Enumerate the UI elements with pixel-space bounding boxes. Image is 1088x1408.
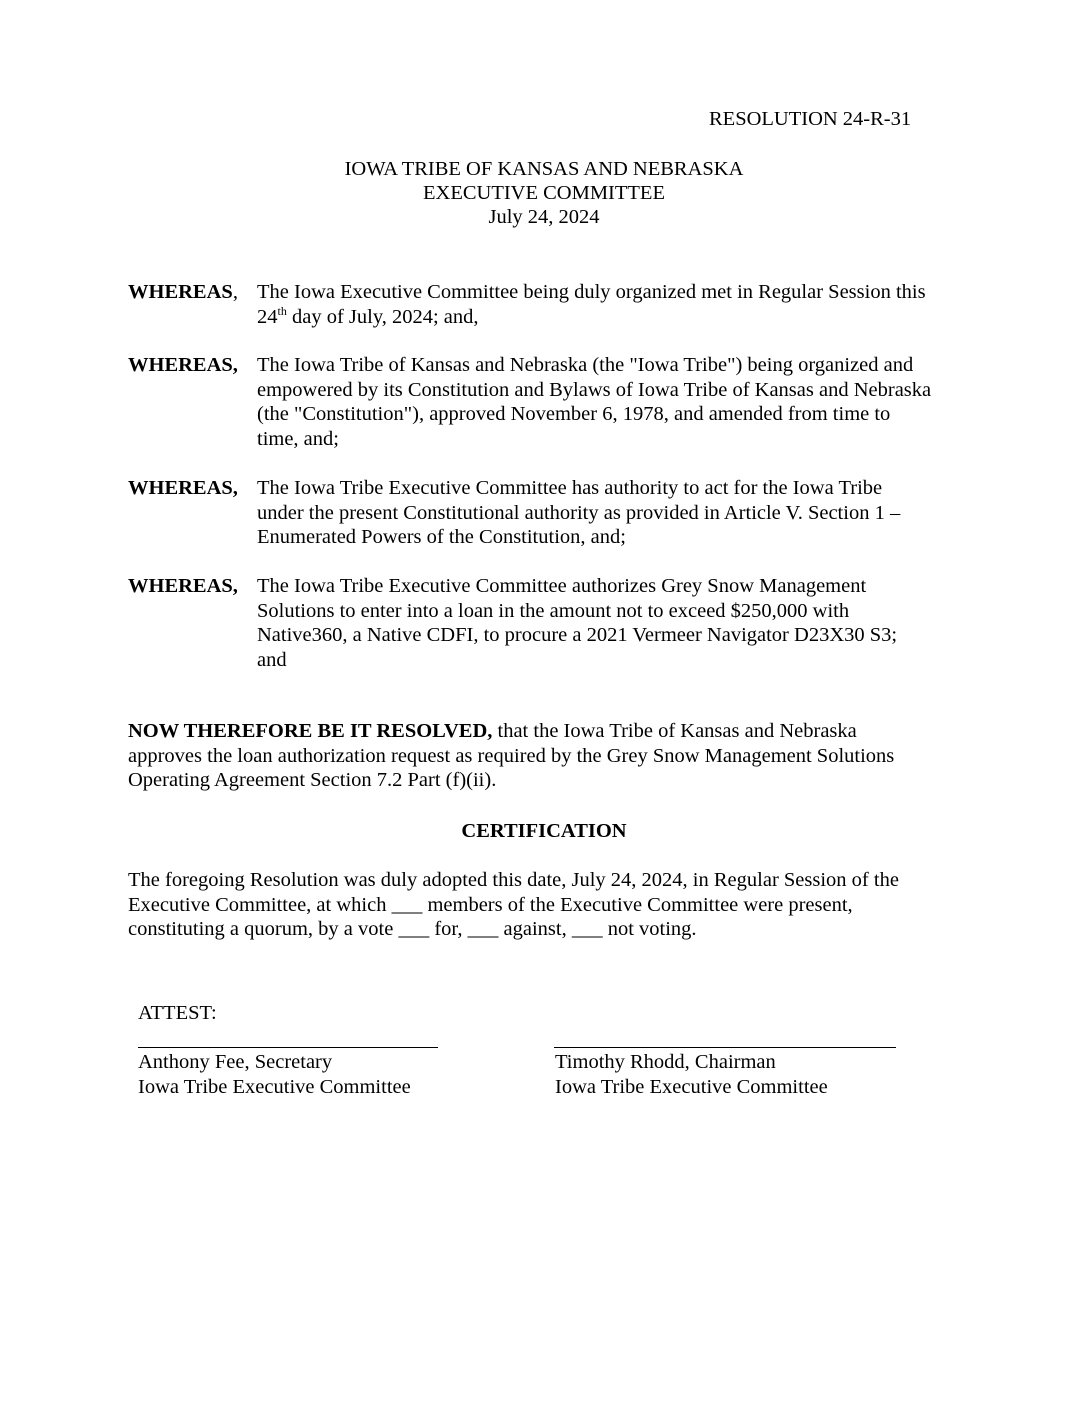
header-tribe-name: IOWA TRIBE OF KANSAS AND NEBRASKA — [344, 158, 744, 180]
resolved-clause: NOW THEREFORE BE IT RESOLVED, that the Iowa Tribe of Kansas and Nebraska approves the loan authorization request as required by the Grey Snow Management Solutions Operating Agreement Section 7.2 Part (f)(ii). — [128, 720, 895, 791]
header-committee: EXECUTIVE COMMITTEE — [423, 182, 665, 204]
signature-line-chairman — [554, 1047, 896, 1048]
signatory-chairman-org: Iowa Tribe Executive Committee — [555, 1076, 828, 1098]
signatory-secretary-org: Iowa Tribe Executive Committee — [138, 1076, 411, 1098]
certification-title: CERTIFICATION — [461, 820, 627, 842]
signatory-chairman-name: Timothy Rhodd, Chairman — [555, 1051, 776, 1073]
whereas-label: WHEREAS, — [128, 354, 238, 376]
resolution-number: RESOLUTION 24-R-31 — [709, 108, 912, 130]
signatory-secretary-name: Anthony Fee, Secretary — [138, 1051, 333, 1073]
whereas-label: WHEREAS, — [128, 477, 238, 499]
signature-line-secretary — [138, 1047, 438, 1048]
whereas-text: The Iowa Tribe Executive Committee has authority to act for the Iowa Tribe under the present Constitutional authority as provided in Article V. Section 1 – Enumerated Powers of the Constitution, and; — [257, 477, 901, 548]
whereas-label: WHEREAS, — [128, 281, 238, 303]
header-date: July 24, 2024 — [488, 206, 600, 228]
resolved-lead: NOW THEREFORE BE IT RESOLVED, — [128, 720, 493, 742]
whereas-text: The Iowa Tribe Executive Committee authorizes Grey Snow Management Solutions to enter into a loan in the amount not to exceed $250,000 with Native360, a Native CDFI, to procure a 2021 Vermeer Navigator D23X30 S3; and — [257, 575, 898, 671]
whereas-text: The Iowa Executive Committee being duly organized met in Regular Session this 24th day of July, 2024; and, — [257, 281, 926, 328]
attest-label: ATTEST: — [138, 1002, 217, 1024]
whereas-label: WHEREAS, — [128, 575, 238, 597]
certification-body: The foregoing Resolution was duly adopted this date, July 24, 2024, in Regular Session of the Executive Committee, at which ___ members of the Executive Committee were present, constituting a quorum, by a vote ___ for, ___ against, ___ not voting. — [128, 869, 899, 940]
whereas-text: The Iowa Tribe of Kansas and Nebraska (the "Iowa Tribe") being organized and empowered by its Constitution and Bylaws of Iowa Tribe of Kansas and Nebraska (the "Constitution"), approved November 6, 1978, and amended from time to time, and; — [257, 354, 932, 450]
